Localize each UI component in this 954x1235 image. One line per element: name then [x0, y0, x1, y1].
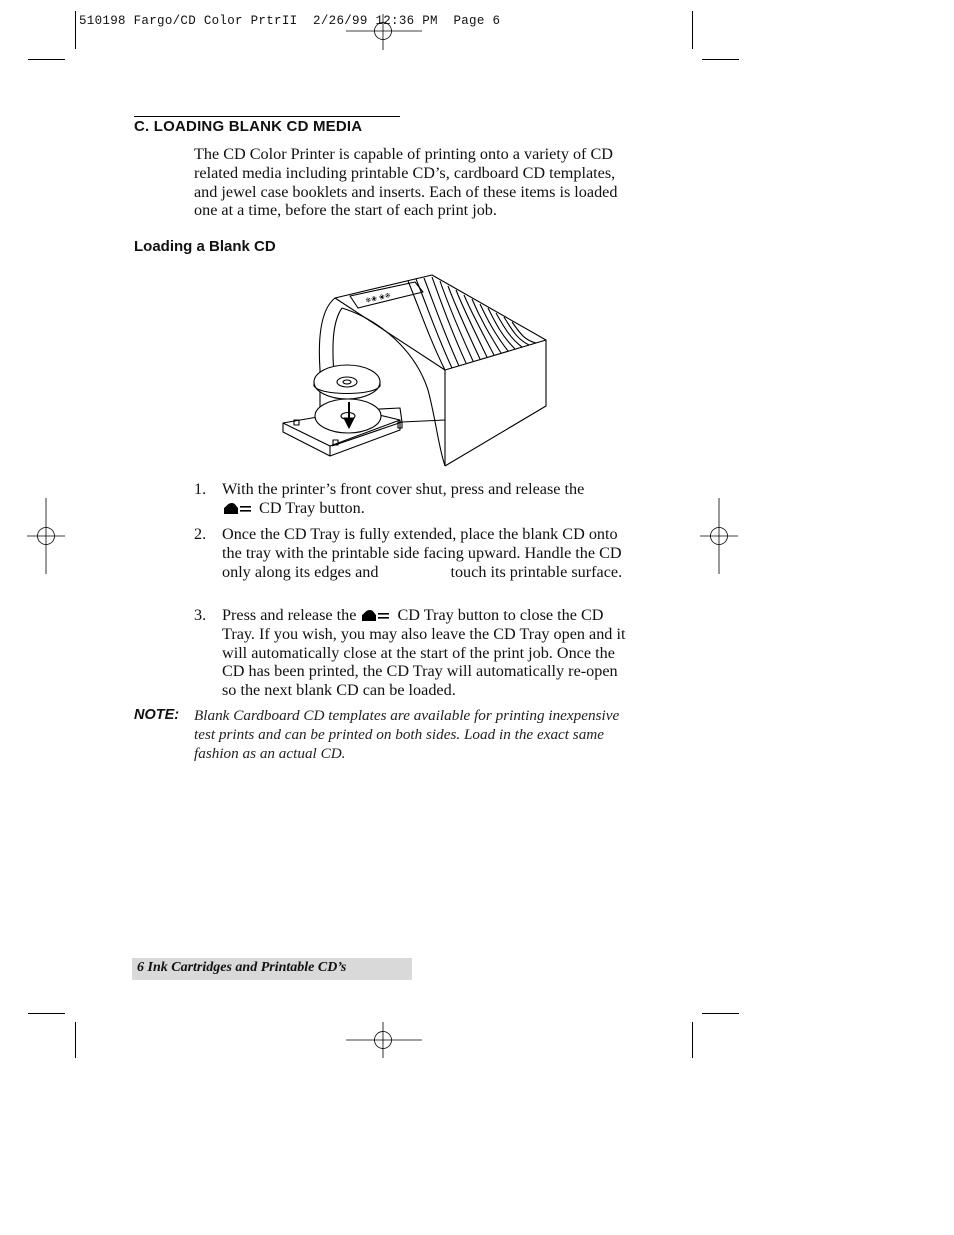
registration-mark-icon — [27, 498, 65, 574]
step-text-before: Press and release the — [222, 606, 357, 624]
step-text-before: With the printer’s front cover shut, press and release the — [222, 480, 585, 498]
crop-mark — [702, 1013, 739, 1014]
crop-mark — [75, 11, 76, 49]
registration-mark-icon — [346, 1022, 422, 1058]
print-slug: 510198 Fargo/CD Color PrtrII 2/26/99 12:36 PM Page 6 — [79, 14, 501, 28]
crop-mark — [692, 1022, 693, 1058]
step-text — [222, 525, 634, 581]
svg-text:❄❀ ❀❄: ❄❀ ❀❄ — [364, 291, 392, 305]
step-number: 2. — [194, 525, 207, 543]
step-number: 3. — [194, 606, 207, 624]
step-text-after: CD Tray button. — [255, 498, 365, 517]
cd-tray-eject-icon — [360, 608, 390, 622]
note-text: Blank Cardboard CD templates are available for printing inexpensive test prints and can be printed on both sides. Load in the exact same fashion as an actual CD. — [194, 707, 620, 762]
crop-mark — [692, 11, 693, 49]
step-text — [222, 480, 634, 518]
note-label: NOTE: — [134, 707, 180, 723]
step-text-before: Once the CD Tray is fully extended, place the blank CD onto the tray with the printable side facing upward. Handle the CD only along its edges and — [222, 525, 622, 581]
crop-mark — [75, 1022, 76, 1058]
crop-mark — [28, 1013, 65, 1014]
intro-paragraph: The CD Color Printer is capable of printing onto a variety of CD related media including printable CD’s, cardboard CD templates, and jewel case booklets and inserts. Each of these items is loaded one at a time, before the start of each print job. — [194, 145, 618, 220]
crop-mark — [702, 59, 739, 60]
step-text — [222, 606, 634, 700]
registration-mark-icon — [700, 498, 738, 574]
registration-mark-icon — [346, 14, 422, 50]
cd-printer-illustration — [280, 270, 552, 468]
step-text-after: touch its printable surface. — [450, 562, 623, 581]
footer-text: 6 Ink Cartridges and Printable CD’s — [137, 960, 347, 975]
page-footer — [132, 958, 412, 980]
step-number: 1. — [194, 480, 207, 498]
subsection-title: Loading a Blank CD — [134, 238, 276, 255]
crop-mark — [28, 59, 65, 60]
step-text-after: CD Tray button to close the CD Tray. If you wish, you may also leave the CD Tray open and it will automatically close at the start of the print job. Once the CD has been printed, the CD Tray will automatically re-open so the next blank CD can be loaded. — [222, 606, 626, 700]
section-title: C. LOADING BLANK CD MEDIA — [134, 116, 400, 135]
cd-tray-eject-icon — [222, 501, 252, 515]
